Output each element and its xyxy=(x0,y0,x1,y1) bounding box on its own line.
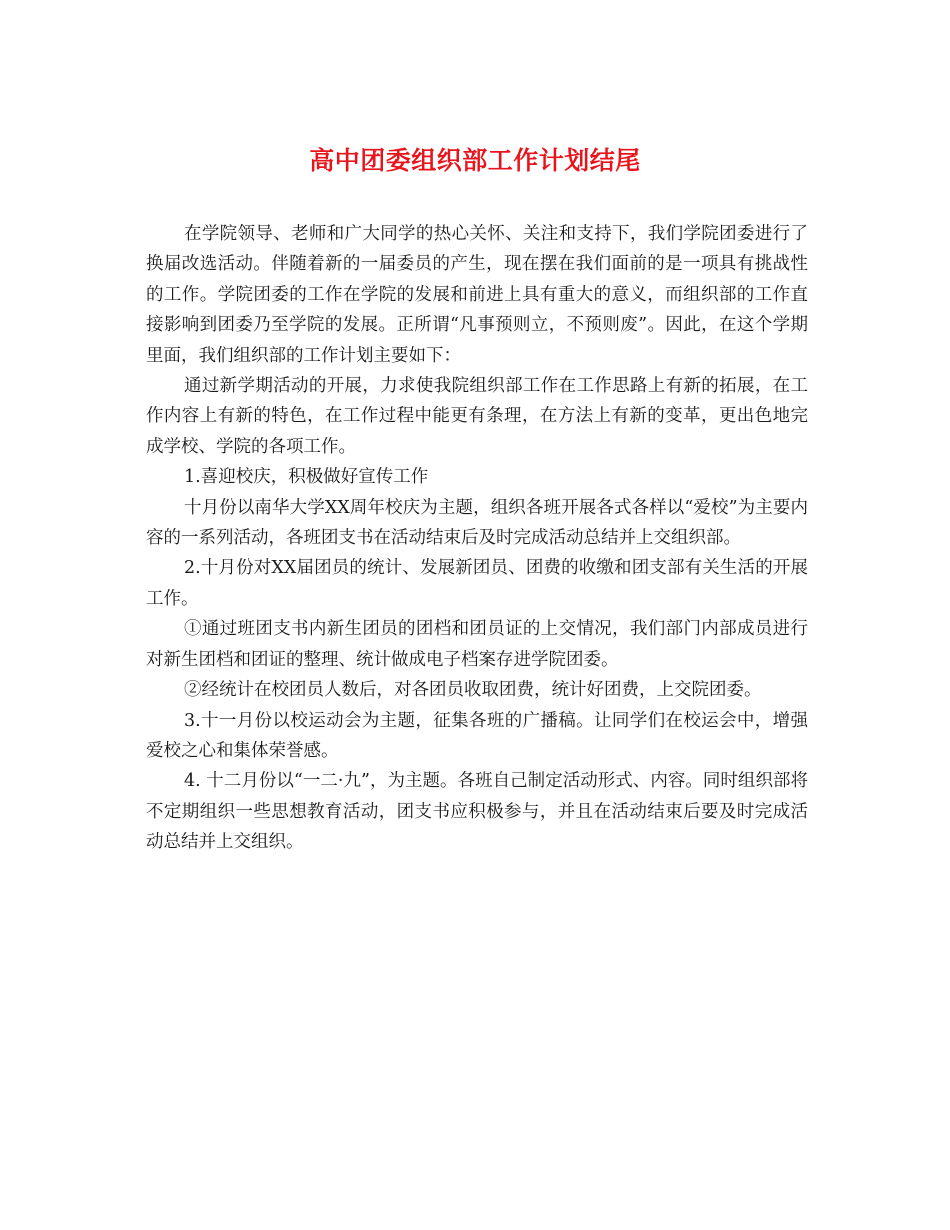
paragraph-item-2-sub-1: ①通过班团支书内新生团员的团档和团员证的上交情况，我们部门内部成员进行对新生团档和团证的整理、统计做成电子档案存进学院团委。 xyxy=(146,619,808,670)
document-title: 高中团委组织部工作计划结尾 xyxy=(309,146,641,175)
paragraph-intro: 在学院领导、老师和广大同学的热心关怀、关注和支持下，我们学院团委进行了换届改选活动。伴随着新的一届委员的产生，现在摆在我们面前的是一项具有挑战性的工作。学院团委的工作在学院的发展和前进上具有重大的意义，而组织部的工作直接影响到团委乃至学院的发展。正所谓“凡事预则立，不预则废”。因此，在这个学期里面，我们组织部的工作计划主要如下： xyxy=(146,224,808,366)
paragraph-item-1-detail: 十月份以南华大学XX周年校庆为主题，组织各班开展各式各样以“爱校”为主要内容的一系列活动，各班团支书在活动结束后及时完成活动总结并上交组织部。 xyxy=(146,497,808,549)
document-body xyxy=(146,219,808,858)
paragraph-goal: 通过新学期活动的开展，力求使我院组织部工作在工作思路上有新的拓展，在工作内容上有新的特色，在工作过程中能更有条理，在方法上有新的变革，更出色地完成学校、学院的各项工作。 xyxy=(146,376,808,457)
paragraph-item-1-heading: 1.喜迎校庆，积极做好宣传工作 xyxy=(184,467,429,488)
paragraph-item-2: 2.十月份对XX届团员的统计、发展新团员、团费的收缴和团支部有关生活的开展工作。 xyxy=(146,558,808,609)
paragraph-item-3: 3.十一月份以校运动会为主题，征集各班的广播稿。让同学们在校运会中，增强爱校之心和集体荣誉感。 xyxy=(146,710,808,761)
paragraph-item-2-sub-2: ②经统计在校团员人数后，对各团员收取团费，统计好团费，上交院团委。 xyxy=(184,680,762,701)
paragraph-item-4: 4. 十二月份以“一二·九”，为主题。各班自己制定活动形式、内容。同时组织部将不定期组织一些思想教育活动，团支书应积极参与，并且在活动结束后要及时完成活动总结并上交组织。 xyxy=(146,771,808,853)
